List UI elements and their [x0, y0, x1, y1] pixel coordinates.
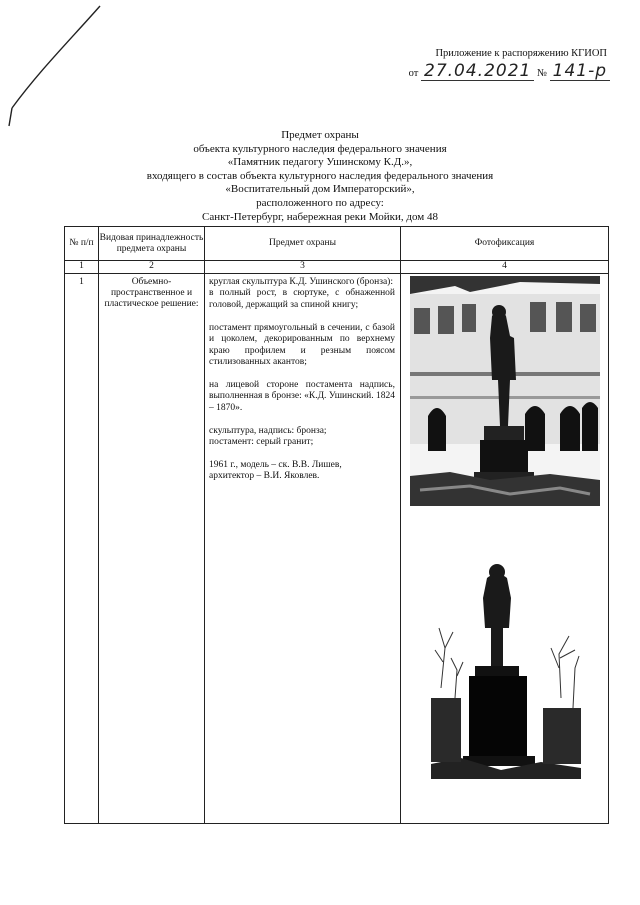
number-sign: № [536, 68, 547, 79]
column-number-row [65, 261, 609, 274]
row-number: 1 [65, 274, 99, 824]
order-number-handwritten: 141-р [550, 62, 610, 81]
title-line: «Памятник педагогу Ушинскому К.Д.», [227, 156, 413, 169]
column-number: 3 [205, 261, 401, 274]
title-line: «Воспитательный дом Императорский», [225, 183, 415, 196]
order-date-handwritten: 27.04.2021 [421, 62, 534, 81]
column-number: 4 [401, 261, 609, 274]
subject-paragraph: на лицевой стороне постамента надпись, выполненная в бронзе: «К.Д. Ушинский. 1824 – 1870». [209, 379, 395, 413]
document-title [100, 129, 540, 224]
header-type: Видовая принадлежность предмета охраны [99, 227, 205, 261]
subject-paragraph: архитектор – В.И. Яковлев. [209, 471, 320, 482]
subject-paragraph: скульптура, надпись: бронза; [209, 425, 327, 436]
appendix-caption: Приложение к распоряжению КГИОП [435, 48, 607, 59]
monument-facade-photo [410, 276, 600, 506]
order-reference [409, 62, 610, 81]
order-prefix: от [408, 68, 419, 79]
protection-subject-table [64, 226, 609, 824]
title-line: Предмет охраны [281, 129, 359, 141]
row-subject [205, 274, 401, 824]
header-num: № п/п [65, 227, 99, 261]
column-number: 2 [99, 261, 205, 274]
table-row [65, 274, 609, 824]
monument-winter-photo [431, 558, 581, 779]
subject-paragraph: постамент: серый гранит; [209, 436, 314, 447]
subject-paragraph: постамент прямоугольный в сечении, с базой и цоколем, декорированным по верхнему краю профилем и резным поясом стилизованных акантов; [209, 322, 395, 367]
header-subject: Предмет охраны [205, 227, 401, 261]
title-line: расположенного по адресу: [256, 196, 384, 209]
column-number: 1 [65, 261, 99, 274]
row-photo [401, 274, 609, 824]
subject-paragraph: в полный рост, в сюртуке, с обнаженной головой, держащий за спиной книгу; [209, 288, 395, 310]
subject-paragraph: круглая скульптура К.Д. Ушинского (бронза): [209, 277, 393, 287]
header-photo: Фотофиксация [401, 227, 609, 261]
table-header-row [65, 227, 609, 261]
row-type: Объемно-пространственное и пластическое решение: [99, 274, 205, 824]
title-line: входящего в состав объекта культурного наследия федерального значения [146, 169, 494, 182]
corner-pen-mark [0, 0, 110, 130]
subject-paragraph: 1961 г., модель – ск. В.В. Лишев, [209, 459, 342, 470]
title-line: объекта культурного наследия федерального значения [193, 142, 447, 155]
title-line: Санкт-Петербург, набережная реки Мойки, дом 48 [202, 210, 438, 223]
